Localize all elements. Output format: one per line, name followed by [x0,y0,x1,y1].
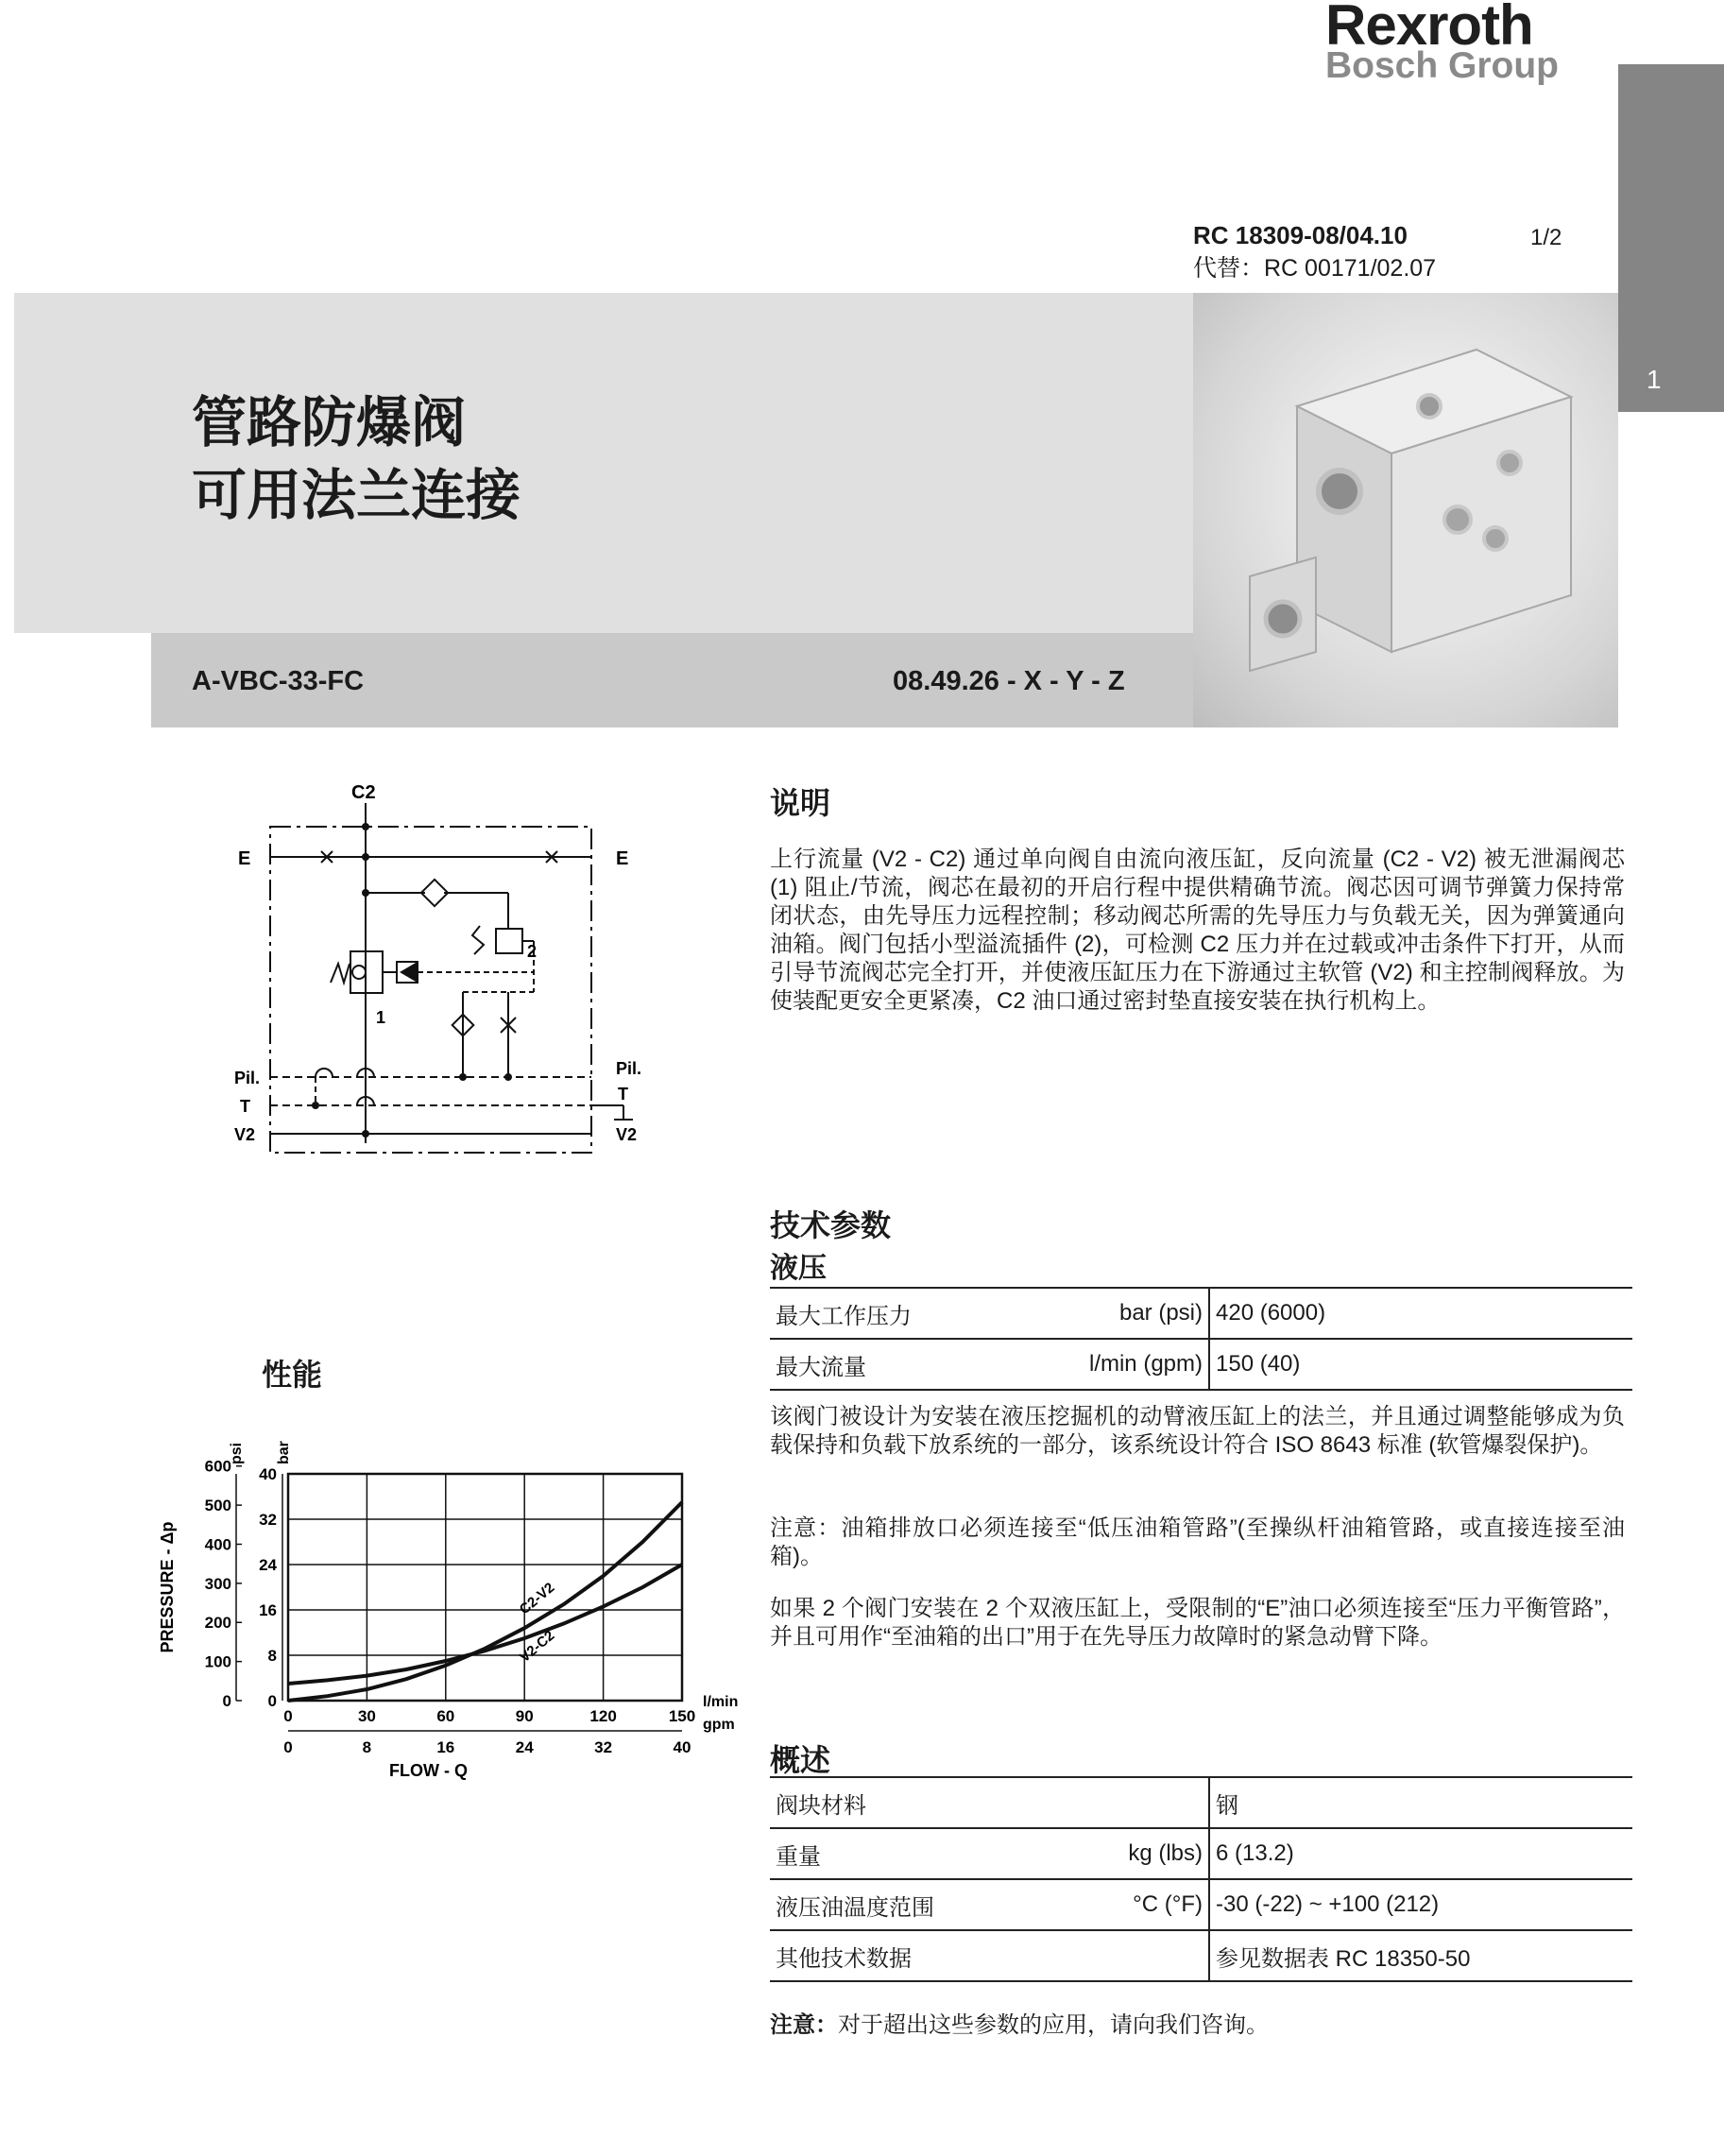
label-c2: C2 [351,782,376,803]
row-value: 150 (40) [1209,1339,1632,1390]
section-tab-number: 1 [1647,365,1662,394]
table-row [770,1288,1632,1339]
table-row [770,1777,1632,1828]
tech-paragraph-1: 该阀门被设计为安装在液压挖掘机的动臂液压缸上的法兰，并且通过调整能够成为负载保持和负载下放系统的一部分，该系统设计符合 ISO 8643 标准 (软管爆裂保护)。 [770,1404,1625,1458]
table-row [770,1879,1632,1930]
product-photo [1193,293,1618,727]
performance-heading: 性能 [262,1358,323,1392]
row-unit [1055,1777,1209,1828]
row-unit: °C (°F) [1055,1879,1209,1930]
row-label: 最大工作压力 [770,1288,1055,1339]
x-tick-label: 60 [436,1707,455,1725]
x-tick-label: 0 [283,1707,293,1725]
y-tick-label: 0 [267,1692,277,1710]
x2-tick-label: 24 [515,1738,534,1756]
y2-tick-label: 0 [222,1692,231,1710]
section-tab [1618,64,1724,412]
y2-unit-label: psi [229,1442,245,1464]
series-label: V2-C2 [516,1627,558,1667]
label-t-left: T [240,1097,250,1116]
series-label: C2-V2 [516,1579,558,1618]
x-tick-label: 150 [668,1707,696,1725]
footer-note-text: 对于超出这些参数的应用，请向我们咨询。 [838,2012,1269,2038]
row-label: 重量 [770,1828,1055,1879]
row-unit: l/min (gpm) [1055,1339,1209,1390]
table-row [770,1930,1632,1981]
label-v2-right: V2 [616,1125,638,1144]
performance-chart [146,1408,789,1786]
x-unit-label: l/min [703,1694,739,1710]
x-axis-title: FLOW - Q [389,1761,468,1780]
hydraulic-heading: 液压 [770,1253,827,1284]
label-e-left: E [238,848,251,869]
y-tick-label: 16 [259,1601,277,1619]
series-line-v2-c2 [288,1565,682,1684]
row-unit [1055,1930,1209,1981]
valve-block-image [1193,293,1618,727]
document-replaces: 代替：RC 00171/02.07 [1193,255,1437,282]
label-pil-right: Pil. [616,1059,642,1078]
x2-tick-label: 8 [362,1738,372,1756]
document-number: RC 18309-08/04.10 [1193,221,1408,249]
page-title-line2: 可用法兰连接 [192,465,521,526]
label-item2: 2 [527,942,538,961]
y-tick-label: 32 [259,1511,277,1529]
x2-tick-label: 32 [594,1738,613,1756]
row-unit: kg (lbs) [1055,1828,1209,1879]
y-tick-label: 40 [259,1465,277,1483]
x-tick-label: 90 [515,1707,534,1725]
x2-tick-label: 16 [436,1738,455,1756]
y2-tick-label: 600 [204,1457,231,1476]
y-axis-title: PRESSURE - Δp [158,1521,177,1653]
row-unit: bar (psi) [1055,1288,1209,1339]
row-label: 阀块材料 [770,1777,1055,1828]
x-tick-label: 120 [589,1707,617,1725]
y2-tick-label: 300 [204,1574,231,1593]
x2-tick-label: 0 [283,1738,293,1756]
y-tick-label: 24 [259,1556,277,1574]
footer-note [770,2006,1269,2039]
row-label: 最大流量 [770,1339,1055,1390]
order-code: 08.49.26 - X - Y - Z [893,666,1125,696]
label-t-right: T [618,1085,628,1104]
y-unit-label: bar [276,1441,292,1464]
x2-tick-label: 40 [673,1738,691,1756]
description-text: 上行流量 (V2 - C2) 通过单向阀自由流向液压缸，反向流量 (C2 - V2) 被无泄漏阀芯 (1) 阻止/节流，阀芯在最初的开启行程中提供精确节流。阀芯因可调节弹簧力保持常闭状态，由先导压力远程控制；移动阀芯所需的先导压力与负载无关，因为弹簧通向油箱。阀门包括小型溢流插件 (2)，可检测 C2 压力并在过载或冲击条件下打开，从而引导节流阀芯完全打开，并使液压缸压力在下游通过主软管 (V2) 和主控制阀释放。为使装配更安全更紧凑，C2 油口通过密封垫直接安装在执行机构上。 [770,847,1625,1014]
tech-heading: 技术参数 [770,1208,892,1242]
table-row [770,1339,1632,1390]
row-value: 420 (6000) [1209,1288,1632,1339]
label-v2-left: V2 [234,1125,256,1144]
table-row [770,1828,1632,1879]
footer-note-label: 注意： [770,2012,838,2038]
y2-tick-label: 200 [204,1614,231,1633]
y2-tick-label: 400 [204,1535,231,1554]
y2-tick-label: 100 [204,1652,231,1671]
label-item1: 1 [376,1008,386,1027]
description-heading: 说明 [770,786,831,820]
y-tick-label: 8 [267,1647,277,1665]
row-label: 其他技术数据 [770,1930,1055,1981]
tech-paragraph-3: 如果 2 个阀门安装在 2 个双液压缸上，受限制的“E”油口必须连接至“压力平衡管路”，并且可用作“至油箱的出口”用于在先导压力故障时的紧急动臂下降。 [770,1596,1625,1650]
row-value: 钢 [1209,1777,1632,1828]
row-value: 参见数据表 RC 18350-50 [1209,1930,1632,1981]
general-heading: 概述 [770,1743,831,1777]
x-tick-label: 30 [357,1707,376,1725]
label-e-right: E [616,848,629,869]
row-value: 6 (13.2) [1209,1828,1632,1879]
plot-frame [288,1474,682,1701]
hydraulic-schematic [208,770,699,1167]
x2-unit-label: gpm [703,1717,735,1733]
row-label: 液压油温度范围 [770,1879,1055,1930]
row-value: -30 (-22) ~ +100 (212) [1209,1879,1632,1930]
brand-logo: Rexroth [1325,0,1533,57]
page-number: 1/2 [1530,225,1562,250]
label-pil-left: Pil. [234,1069,261,1087]
hydraulic-table [770,1287,1632,1391]
brand-group: Bosch Group [1325,45,1560,86]
model-number: A-VBC-33-FC [192,666,365,696]
page-title-line1: 管路防爆阀 [192,392,467,453]
y2-tick-label: 500 [204,1497,231,1515]
series-line-c2-v2 [288,1502,682,1701]
general-table [770,1776,1632,1982]
tech-paragraph-2: 注意：油箱排放口必须连接至“低压油箱管路”(至操纵杆油箱管路，或直接连接至油箱)。 [770,1515,1625,1569]
